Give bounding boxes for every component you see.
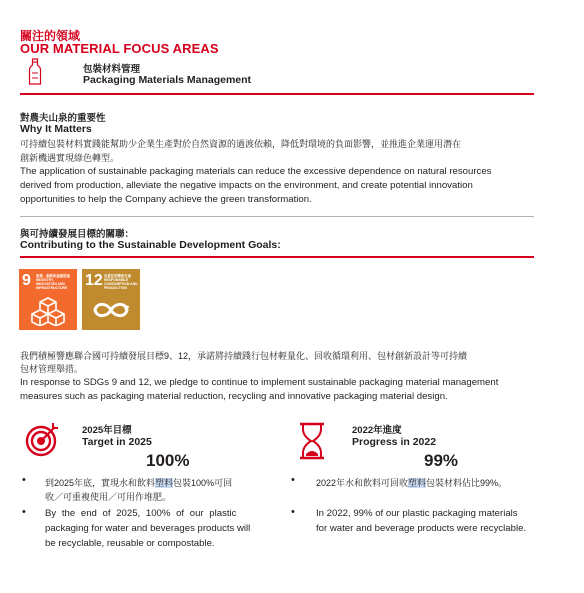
sdg-heading-zh: 與可持續發展目標的關聯： xyxy=(20,229,135,240)
target-value: 100% xyxy=(146,451,190,470)
target-bullet-en-line1: By the end of 2025, 100% of our plastic xyxy=(45,508,237,519)
header-divider xyxy=(20,93,534,95)
target-bullet-zh-line2: 收／可重複使用／可用作堆肥。 xyxy=(45,492,172,502)
section-title-zh: 關注的領域 xyxy=(20,29,81,43)
target-bullet-zh-highlight: 塑料 xyxy=(155,478,174,488)
why-text-en-line1: The application of sustainable packaging materials can reduce the excessive dependence on natural resources xyxy=(20,166,492,177)
target-bullet-dot-en: • xyxy=(22,506,26,518)
target-bullet-en-line3: be recyclable, reusable or compostable. xyxy=(45,538,215,549)
target-icon xyxy=(23,421,61,459)
target-bullet-dot-zh: • xyxy=(22,474,26,486)
progress-bullet-en-line1: In 2022, 99% of our plastic packaging materials xyxy=(316,508,518,519)
topic-title-en: Packaging Materials Management xyxy=(83,74,252,86)
topic-title-zh: 包裝材料管理 xyxy=(83,64,141,75)
target-bullet-en-line2: packaging for water and beverages products will xyxy=(45,523,251,534)
pledge-text-zh-line1: 我們積極響應聯合國可持續發展目標9、12，承諾將持續踐行包材輕量化、回收循環利用、包材創新設計等可持續 xyxy=(20,351,468,361)
sdg-9-label: 產業、創新和基礎設施 INDUSTRY, INNOVATION AND INFRASTRUCTURE xyxy=(36,274,70,290)
why-text-zh-line1: 可持續包裝材料實踐能幫助少企業生產對於自然資源的過渡依賴，降低對環境的負面影響，並推進企業運用潛在 xyxy=(20,139,462,149)
progress-bullet-dot-zh: • xyxy=(291,474,295,486)
target-bullet-zh-part2: 包裝100%可回 xyxy=(173,478,233,488)
infinity-loop-icon xyxy=(91,299,131,321)
why-divider xyxy=(20,216,534,217)
progress-label-en: Progress in 2022 xyxy=(352,436,437,448)
progress-bullet-en-line2: for water and beverage products were recyclable. xyxy=(316,523,527,534)
progress-bullet-zh-part1: 2022年水和飲料可回收 xyxy=(316,478,409,488)
sdg-heading-en: Contributing to the Sustainable Development Goals: xyxy=(20,239,281,251)
section-title-en: OUR MATERIAL FOCUS AREAS xyxy=(20,41,219,56)
sdg-12-label: 負責任消費和生產 RESPONSIBLE CONSUMPTION AND PRODUCTION xyxy=(104,274,138,290)
why-text-en-line2: derived from production, alleviate the negative impacts on the environment, and create potential innovation xyxy=(20,180,473,191)
sdg-divider xyxy=(20,256,534,258)
why-text-en-line3: opportunities to help the Company achieve the green transformation. xyxy=(20,194,312,205)
why-text-zh-line2: 創新機遇實現綠色轉型。 xyxy=(20,153,120,163)
sdg-12-tile xyxy=(82,269,140,330)
target-label-en: Target in 2025 xyxy=(82,436,152,448)
pledge-text-zh-line2: 包材管理舉措。 xyxy=(20,364,84,374)
why-heading-zh: 對農夫山泉的重要性 xyxy=(20,113,106,124)
sdg-12-number: 12 xyxy=(85,272,103,289)
progress-bullet-zh-line1 xyxy=(316,476,507,490)
why-heading-en: Why It Matters xyxy=(20,123,92,135)
progress-bullet-zh-part2: 包裝材料佔比99%。 xyxy=(426,478,508,488)
hourglass-icon xyxy=(297,421,327,461)
target-bullet-zh-part1: 到2025年底，實現水和飲料 xyxy=(45,478,156,488)
pledge-text-en-line1: In response to SDGs 9 and 12, we pledge to continue to implement sustainable packaging material management xyxy=(20,377,499,388)
progress-bullet-zh-highlight: 塑料 xyxy=(408,478,427,488)
progress-label-zh: 2022年進度 xyxy=(352,425,402,436)
sdg-9-tile xyxy=(19,269,77,330)
progress-value: 99% xyxy=(424,451,459,470)
cubes-icon xyxy=(31,296,65,326)
bottle-icon xyxy=(28,58,42,86)
pledge-text-en-line2: measures such as packaging material reduction, recycling and innovative packaging material design. xyxy=(20,391,448,402)
target-bullet-zh-line1 xyxy=(45,476,232,490)
progress-bullet-dot-en: • xyxy=(291,506,295,518)
target-label-zh: 2025年目標 xyxy=(82,425,132,436)
sdg-9-number: 9 xyxy=(22,272,31,289)
